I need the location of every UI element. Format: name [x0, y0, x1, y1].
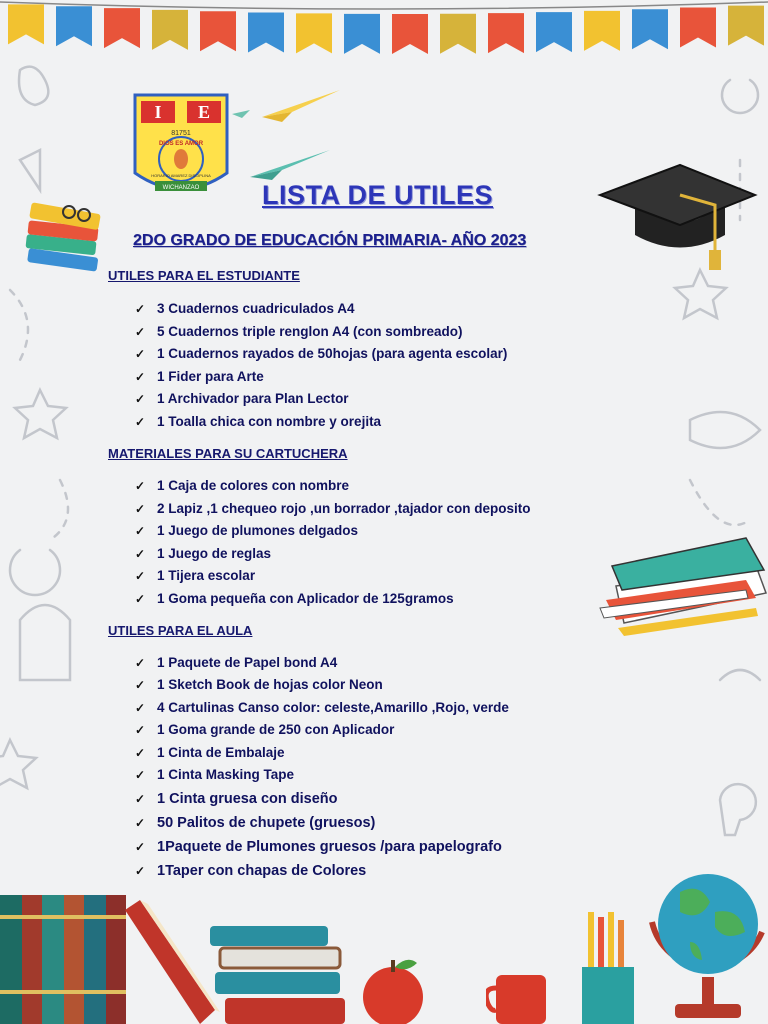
list-item: ✓ 1 Archivador para Plan Lector — [135, 388, 507, 411]
list-item: ✓ 50 Palitos de chupete (gruesos) — [135, 811, 502, 835]
check-icon: ✓ — [135, 678, 146, 693]
school-logo — [133, 93, 229, 205]
list-item: ✓ 1 Sketch Book de hojas color Neon — [135, 674, 509, 696]
list-item: ✓ 1 Fider para Arte — [135, 366, 507, 389]
globe-icon — [640, 852, 768, 1024]
list-item: ✓ 1 Goma grande de 250 con Aplicador — [135, 719, 509, 741]
bunting-flag — [488, 13, 524, 53]
mug-icon — [486, 970, 556, 1024]
page-title: LISTA DE UTILES — [262, 180, 494, 210]
bookshelf-icon — [0, 895, 130, 1024]
list-aula-continued — [135, 787, 502, 883]
books-bottom-icon — [205, 918, 350, 1024]
bunting-flag — [296, 13, 332, 53]
check-icon: ✓ — [135, 656, 146, 670]
graduation-cap-icon — [595, 160, 760, 275]
check-icon: ✓ — [135, 392, 146, 407]
pencil-cup-icon — [578, 912, 638, 1024]
check-icon: ✓ — [135, 569, 146, 584]
check-icon: ✓ — [135, 700, 146, 715]
check-icon: ✓ — [135, 864, 146, 878]
check-icon: ✓ — [135, 347, 146, 362]
bunting-flag — [728, 6, 764, 46]
list-item: ✓ 1 Paquete de Papel bond A4 — [135, 652, 509, 674]
bunting-flag — [344, 14, 380, 54]
list-item: ✓ 1 Cinta Masking Tape — [135, 764, 509, 786]
books-right-icon — [596, 528, 768, 638]
check-icon: ✓ — [135, 369, 146, 384]
check-icon: ✓ — [135, 591, 146, 606]
list-item: ✓ 1 Toalla chica con nombre y orejita — [135, 411, 507, 434]
list-cartuchera — [135, 475, 531, 611]
bunting-flag — [8, 4, 44, 44]
logo-number: 81751 — [171, 130, 191, 137]
check-icon: ✓ — [135, 816, 146, 830]
apple-icon — [358, 955, 428, 1024]
bunting-decoration — [0, 0, 768, 60]
bunting-flag — [680, 8, 716, 48]
check-icon: ✓ — [135, 302, 146, 316]
list-item: ✓ 4 Cartulinas Canso color: celeste,Amarillo ,Rojo, verde — [135, 697, 509, 719]
check-icon: ✓ — [135, 768, 146, 783]
bunting-flag — [56, 6, 92, 46]
section-heading-estudiante: UTILES PARA EL ESTUDIANTE — [108, 268, 300, 283]
list-item: ✓ 1 Tijera escolar — [135, 565, 531, 588]
bunting-flag — [392, 14, 428, 54]
list-item: ✓ 1 Cinta de Embalaje — [135, 742, 509, 764]
list-item: ✓ 1 Cinta gruesa con diseño — [135, 787, 502, 811]
bunting-flag — [104, 8, 140, 48]
check-icon: ✓ — [135, 546, 146, 561]
paper-plane-icon — [232, 82, 342, 182]
list-item: ✓ 1 Juego de plumones delgados — [135, 520, 531, 543]
list-estudiante — [135, 298, 507, 434]
check-icon: ✓ — [135, 479, 146, 493]
list-item: ✓ 2 Lapiz ,1 chequeo rojo ,un borrador ,tajador con deposito — [135, 498, 531, 521]
check-icon: ✓ — [135, 414, 146, 429]
logo-place: WICHANZAO — [162, 185, 200, 191]
bunting-flag — [536, 12, 572, 52]
list-item: ✓ 1Paquete de Plumones gruesos /para papelografo — [135, 835, 502, 859]
list-item: ✓ 1 Juego de reglas — [135, 543, 531, 566]
bunting-flag — [440, 14, 476, 54]
book-stack-icon — [24, 198, 104, 283]
list-item: ✓ 3 Cuadernos cuadriculados A4 — [135, 298, 507, 321]
list-aula — [135, 652, 509, 786]
list-item: ✓ 1 Cuadernos rayados de 50hojas (para agenta escolar) — [135, 343, 507, 366]
logo-letter-i: I — [154, 102, 162, 122]
logo-small-text: HORARIO AMAREZ DISCIPLINA — [151, 173, 211, 178]
section-heading-aula: UTILES PARA EL AULA — [108, 623, 253, 638]
list-item: ✓ 1 Caja de colores con nombre — [135, 475, 531, 498]
bunting-flag — [152, 10, 188, 50]
bunting-flag — [200, 11, 236, 51]
check-icon: ✓ — [135, 501, 146, 516]
list-item: ✓ 1 Goma pequeña con Aplicador de 125gramos — [135, 588, 531, 611]
bunting-flag — [248, 12, 284, 52]
page-subtitle: 2DO GRADO DE EDUCACIÓN PRIMARIA- AÑO 2023 — [133, 232, 527, 249]
list-item: ✓ 5 Cuadernos triple renglon A4 (con sombreado) — [135, 321, 507, 344]
list-item: ✓ 1Taper con chapas de Colores — [135, 859, 502, 883]
check-icon: ✓ — [135, 792, 146, 806]
check-icon: ✓ — [135, 745, 146, 760]
bunting-flag — [584, 11, 620, 51]
bunting-flag — [632, 9, 668, 49]
check-icon: ✓ — [135, 324, 146, 339]
check-icon: ✓ — [135, 723, 146, 738]
logo-letter-e: E — [197, 102, 211, 122]
check-icon: ✓ — [135, 524, 146, 539]
check-icon: ✓ — [135, 840, 146, 854]
logo-motto: DIOS ES AMOR — [158, 141, 204, 147]
section-heading-cartuchera: MATERIALES PARA SU CARTUCHERA — [108, 446, 348, 461]
